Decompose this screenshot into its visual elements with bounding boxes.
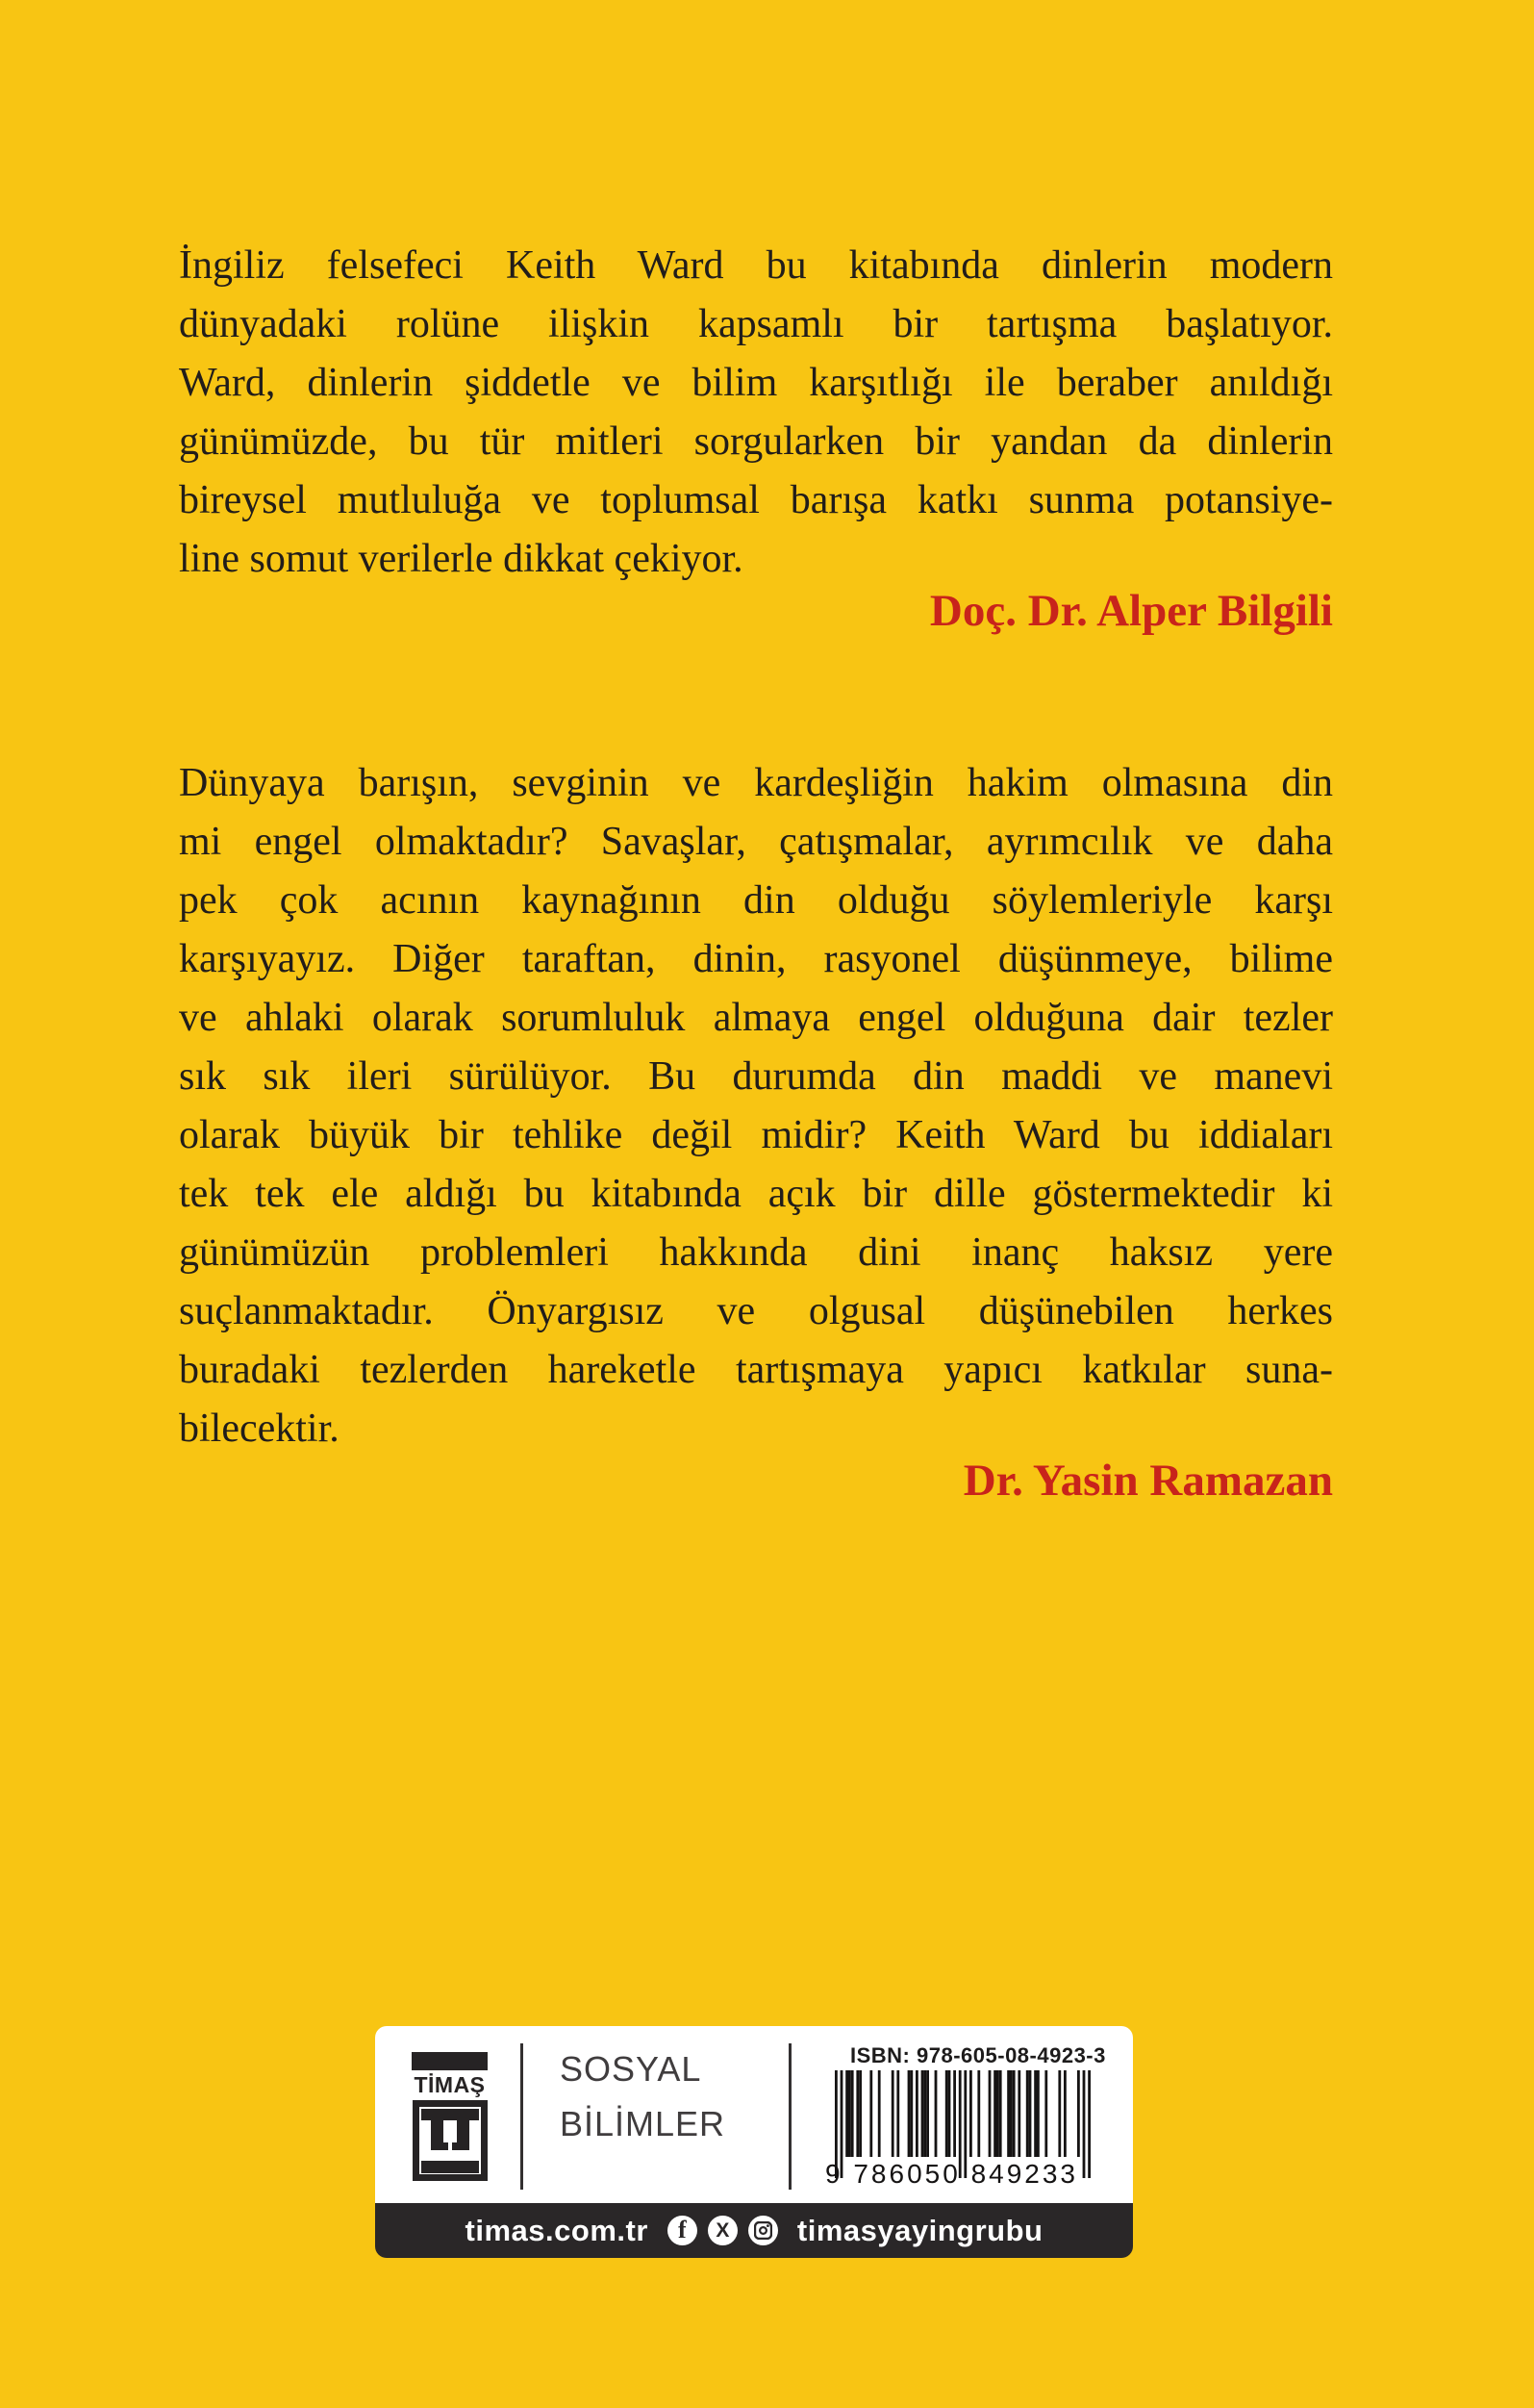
review-text-bottom [179,754,1333,1458]
reviewer-name-bottom: Dr. Yasin Ramazan [963,1456,1333,1506]
social-handle-text: timasyayingrubu [796,2213,1044,2247]
publisher-info-box [375,2026,1133,2258]
text-line: mi engel olmaktadır? Savaşlar, çatışmalar, ayrımcılık ve daha [179,820,1333,864]
vertical-divider [789,2043,792,2190]
text-line: tek tek ele aldığı bu kitabında açık bir dille göstermektedir ki [179,1172,1333,1216]
timas-logo [412,2026,489,2203]
vertical-divider [520,2043,523,2190]
review-text-top [179,237,1333,589]
text-line: ve ahlaki olarak sorumluluk almaya engel olduğuna dair tezler [179,996,1333,1040]
x-icon: X [708,2216,738,2245]
text-line: Dünyaya barışın, sevginin ve kardeşliğin hakim olmasına din [179,761,1333,805]
text-line: günümüzün problemleri hakkında dini inanç haksız yere [179,1230,1333,1275]
timas-emblem-icon [413,2100,488,2181]
facebook-icon: f [667,2216,697,2245]
text-line: pek çok acının kaynağının din olduğu söylemleriyle karşı [179,878,1333,923]
text-line: bireysel mutluluğa ve toplumsal barışa katkı sunma potansiye- [179,478,1333,522]
isbn-label: ISBN: 978-605-08-4923-3 [850,2043,1106,2067]
timas-logo-wordmark: TİMAŞ [414,2072,486,2097]
social-icons-row [667,2216,778,2245]
website-text: timas.com.tr [465,2213,648,2247]
text-line: karşıyayız. Diğer taraftan, dinin, rasyonel düşünmeye, bilime [179,937,1333,981]
text-line: suçlanmaktadır. Önyargısız ve olgusal düşünebilen herkes [179,1289,1333,1333]
text-line: dünyadaki rolüne ilişkin kapsamlı bir tartışma başlatıyor. [179,302,1333,346]
barcode-digits: 9 786050 849233 [825,2159,1078,2189]
publisher-bottom-bar [375,2203,1133,2258]
category-line-2: BİLİMLER [560,2104,726,2143]
text-line: sık sık ileri sürülüyor. Bu durumda din maddi ve manevi [179,1054,1333,1099]
text-line: İngiliz felsefeci Keith Ward bu kitabında dinlerin modern [179,243,1333,288]
text-line: buradaki tezlerden hareketle tartışmaya yapıcı katkılar suna- [179,1348,1333,1392]
category-label [560,2041,725,2151]
text-line: Ward, dinlerin şiddetle ve bilim karşıtlığı ile beraber anıldığı [179,361,1333,405]
category-line-1: SOSYAL [560,2049,702,2089]
text-line: günümüzde, bu tür mitleri sorgularken bir yandan da dinlerin [179,419,1333,464]
publisher-info-white-panel [375,2026,1133,2203]
text-line: olarak büyük bir tehlike değil midir? Keith Ward bu iddiaları [179,1113,1333,1157]
text-line: line somut verilerle dikkat çekiyor. [179,537,743,581]
timas-logo-top-bar [412,2052,488,2070]
text-line: bilecektir. [179,1407,339,1451]
instagram-icon [748,2216,778,2245]
reviewer-name-top: Doç. Dr. Alper Bilgili [929,586,1333,636]
